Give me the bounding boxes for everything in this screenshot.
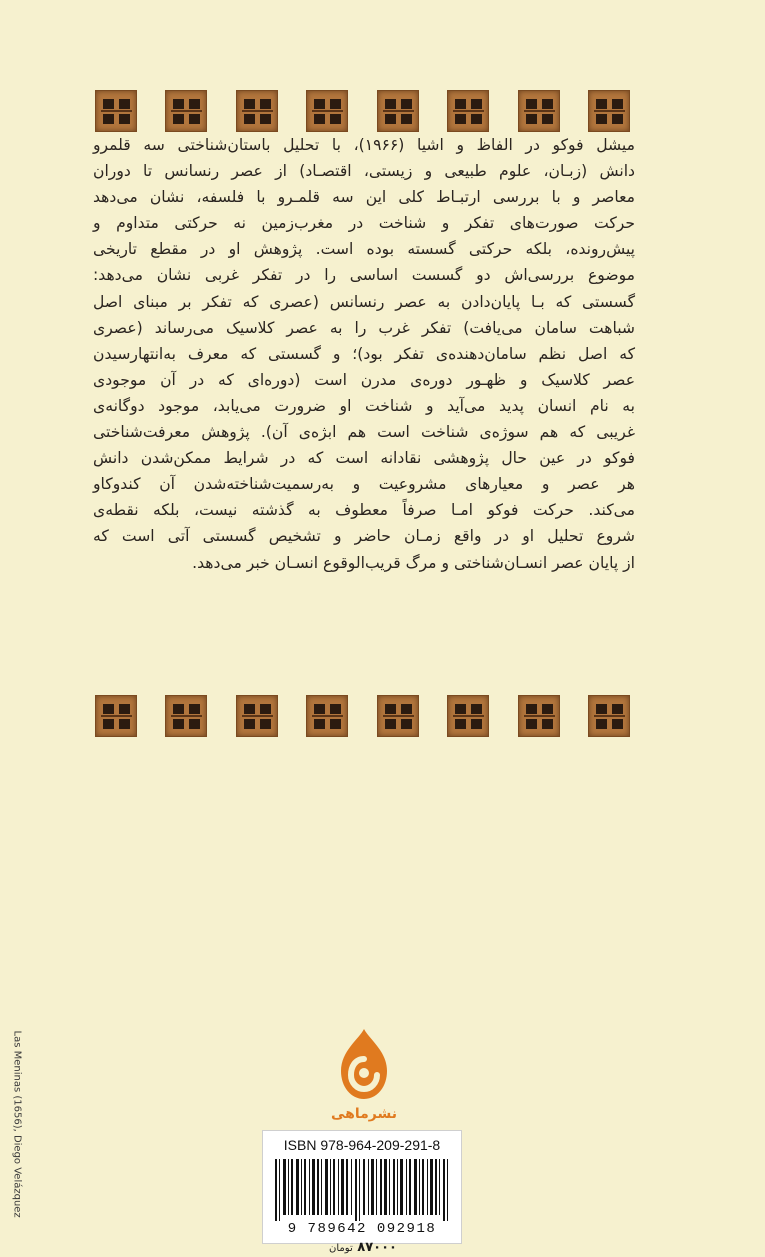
blurb-line: غریبی که هم سوژه‌ی شناخت است هم ابژه‌ی آن). پژوهش معرفت‌شناختی <box>93 423 635 442</box>
bottom-ornament-row <box>95 694 630 738</box>
cover-art-credit: Las Meninas (1656), Diego Velázquez <box>11 1030 23 1218</box>
ean-digits: 9 789642 092918 <box>287 1221 437 1237</box>
isbn-barcode-panel <box>262 1130 462 1244</box>
blurb-line: پیش‌رونده، بلکه حرکتی گسسته بوده است. پژوهش او در مقطع تاریخی <box>93 240 635 259</box>
ornament-tile <box>518 695 560 737</box>
ornament-tile <box>165 695 207 737</box>
isbn-label: ISBN 978-964-209-291-8 <box>283 1137 441 1153</box>
barcode-icon <box>273 1159 451 1221</box>
blurb-line: شباهت سامان می‌یافت) تفکر غرب را به عصر کلاسیک می‌رساند (عصری <box>93 318 635 337</box>
ornament-tile <box>95 695 137 737</box>
blurb-line: شروع تحلیل او در واقع زمـان حاضر و تشخیص گسستی آتی است که <box>93 527 635 546</box>
price-currency: تومان <box>329 1243 353 1254</box>
blurb-line: هر عصر و معیارهای مشروعیت و به‌رسمیت‌شناخته‌شدن آن کندوکاو <box>93 475 635 494</box>
ornament-tile <box>377 90 419 132</box>
publisher-name: نشرماهی <box>330 1106 397 1122</box>
blurb-line: دانش (زبـان، علوم طبیعی و زیستی، اقتصـاد) از عصر رنسانس تا دوران <box>93 162 635 181</box>
blurb-paragraph <box>93 132 635 576</box>
blurb-line: معاصر و با بررسی ارتبـاط کلی این سه قلمـرو با فلسفه، نشان می‌دهد <box>93 188 635 207</box>
ornament-tile <box>236 695 278 737</box>
blurb-line: فوکو در عین حال پژوهشی نقادانه است که در شرایط ممکن‌شدن دانش <box>93 449 635 468</box>
ornament-tile <box>165 90 207 132</box>
ornament-tile <box>447 695 489 737</box>
blurb-line: میشل فوکو در الفاظ و اشیا (۱۹۶۶)، با تحلیل باستان‌شناختی سه قلمرو <box>93 136 635 154</box>
blurb-line: موضوع بررسی‌اش دو گسست اساسی را در تفکر غربی نشان می‌دهد: <box>93 266 635 285</box>
blurb-line: به نام انسان پدید می‌آید و شناخت او ضرورت می‌یابد، موجود دوگانه‌ی <box>93 396 635 415</box>
ornament-tile <box>447 90 489 132</box>
ornament-tile <box>588 695 630 737</box>
blurb-line: حرکت صورت‌های تفکر و شناخت در مغرب‌زمین نه حرکتی متداوم و <box>93 214 635 233</box>
blurb-line: می‌کند. حرکت فوکو امـا صرفاً معطوف به گذشته نیست، بلکه نقطه‌ی <box>93 501 635 520</box>
ornament-tile <box>306 90 348 132</box>
ornament-tile <box>377 695 419 737</box>
ornament-tile <box>588 90 630 132</box>
blurb-line: عصر کلاسیک و ظهـور دوره‌ی مدرن است (دوره‌ای که در آن موجودی <box>93 370 635 389</box>
blurb-line: که اصل نظم سامان‌دهنده‌ی تفکر بود)؛ و گسستی که معرف به‌انتهارسیدن <box>93 344 635 363</box>
publisher-fish-logo-icon <box>329 1025 399 1105</box>
ornament-tile <box>95 90 137 132</box>
price-label <box>318 1240 408 1255</box>
price-amount: ۸۷۰۰۰ <box>357 1240 397 1255</box>
ornament-tile <box>306 695 348 737</box>
blurb-line: گسستی که بـا پایان‌دادن به عصر رنسانس (عصری که تفکر بر مبنای اصل <box>93 292 635 311</box>
ornament-tile <box>518 90 560 132</box>
blurb-line: از پایان عصر انسـان‌شناختی و مرگ قریب‌الوقوع انسـان خبر می‌دهد. <box>192 553 635 572</box>
top-ornament-row <box>95 89 630 133</box>
ornament-tile <box>236 90 278 132</box>
